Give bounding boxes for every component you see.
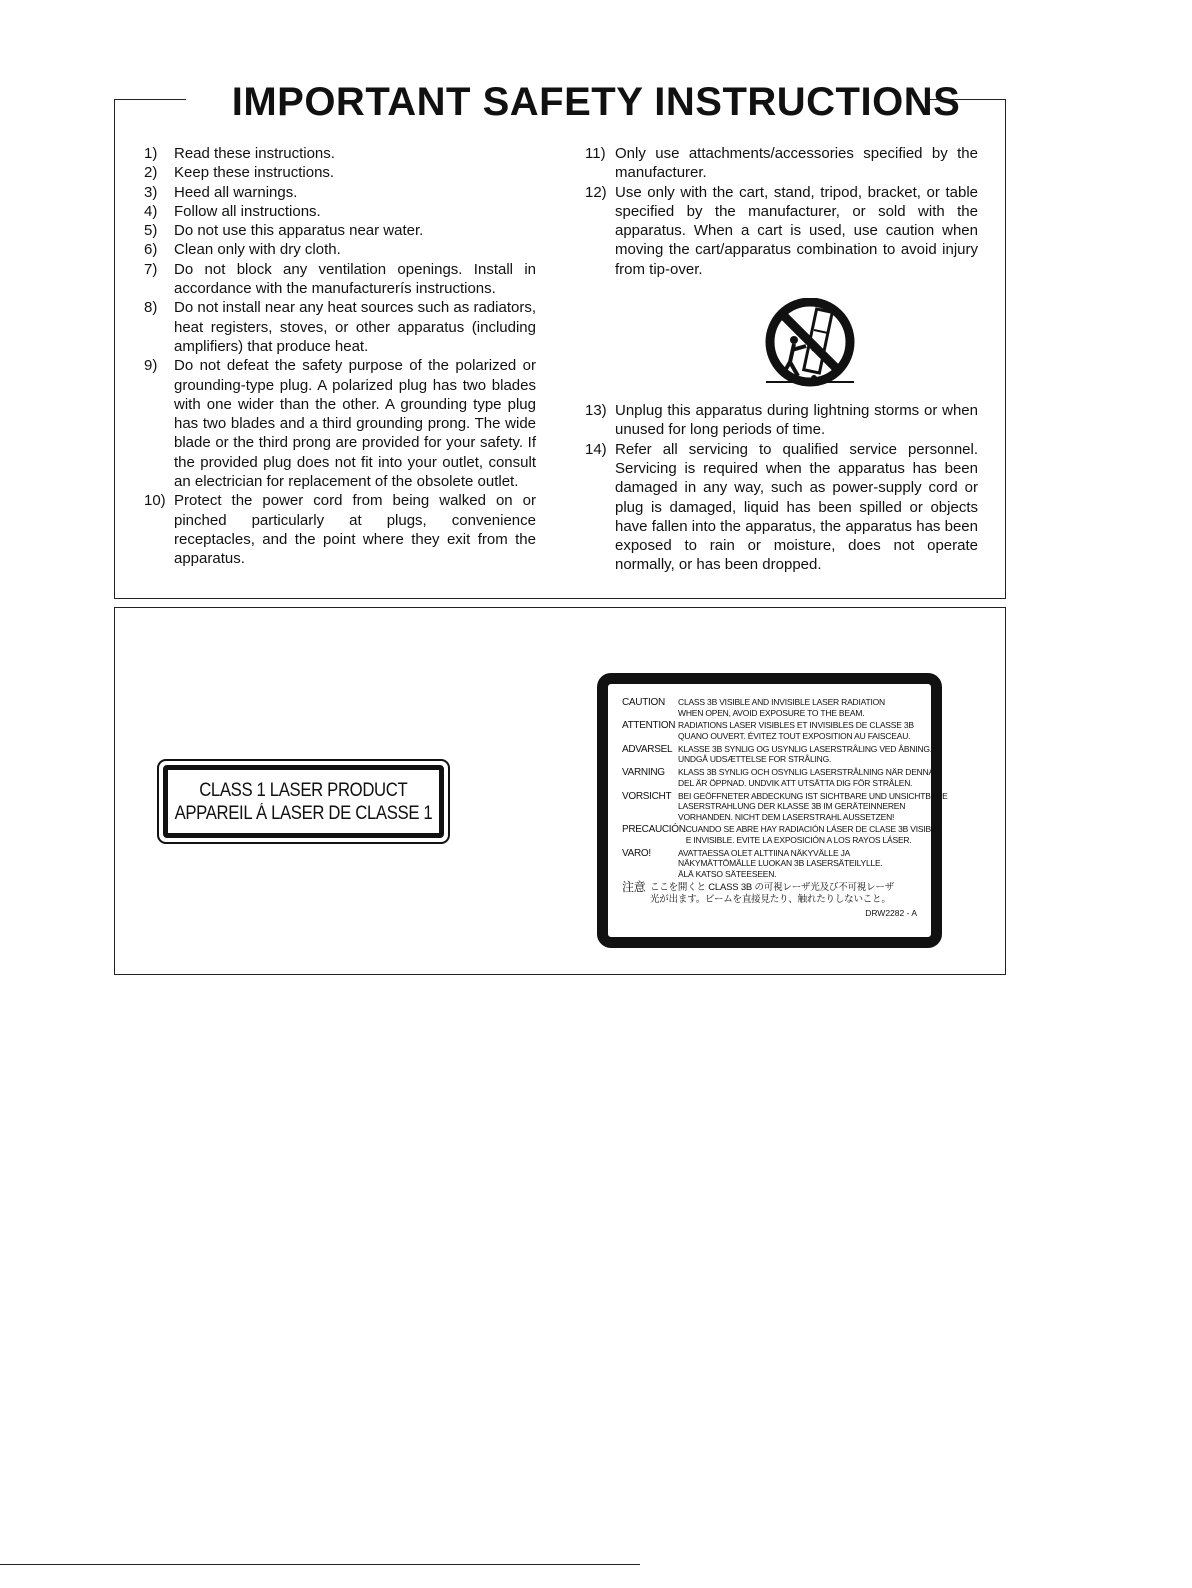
warning-row — [622, 697, 919, 718]
instruction-number: 4) — [144, 202, 158, 220]
instruction-text: Clean only with dry cloth. — [174, 241, 341, 259]
instruction-item — [144, 144, 536, 163]
footer-rule — [0, 1564, 640, 1565]
warning-heading: 注意 — [622, 879, 646, 894]
warning-line: CLASS 3B VISIBLE AND INVISIBLE LASER RADIATION — [678, 697, 885, 707]
instruction-text: Read these instructions. — [174, 145, 335, 162]
instruction-number: 6) — [144, 241, 158, 259]
instruction-text: Do not defeat the safety purpose of the polarized or grounding-type plug. A polarized plug has two blades with one wider than the other. A grounding type plug has two blades and a third grounding prong. The wide blade or the third prong are provided for your safety. If the provided plug does not fit into your outlet, consult an electrician for replacement of the obsolete outlet. — [174, 357, 536, 491]
instruction-text: Protect the power cord from being walked on or pinched particularly at plugs, convenience receptacles, and the point where they exit from the apparatus. — [174, 492, 536, 568]
instruction-number: 11) — [585, 145, 606, 162]
instruction-number: 8) — [144, 299, 158, 317]
warning-row — [622, 848, 919, 880]
warning-line: E INVISIBLE. EVITE LA EXPOSICIÓN A LOS RAYOS LÁSER. — [685, 835, 912, 846]
laser-warning-label — [597, 673, 948, 948]
left-column — [144, 144, 536, 569]
warning-line: ここを開くと CLASS 3B の可視レーザ光及び不可視レーザ — [650, 881, 894, 893]
warning-row — [622, 743, 932, 765]
cart-tip-over-warning-icon — [756, 298, 864, 394]
instruction-item — [144, 163, 536, 182]
warning-heading: CAUTION — [622, 697, 665, 708]
instruction-number: 5) — [144, 222, 158, 240]
instruction-text: Follow all instructions. — [174, 202, 321, 220]
warning-heading: ADVARSEL — [622, 743, 673, 755]
warning-heading: VARO! — [622, 847, 651, 859]
page-title: IMPORTANT SAFETY INSTRUCTIONS — [231, 80, 961, 124]
instruction-item — [144, 260, 536, 299]
instruction-item — [585, 440, 978, 575]
warning-line: AVATTAESSA OLET ALTTIINA NÄKYVÄLLE JA — [678, 847, 851, 858]
instruction-item — [144, 491, 536, 568]
warning-line: UNDGÅ UDSÆTTELSE FOR STRÅLING. — [678, 754, 832, 765]
warning-row — [622, 824, 941, 846]
warning-heading: VORSICHT — [622, 790, 672, 802]
warning-line: RADIATIONS LASER VISIBLES ET INVISIBLES DE CLASSE 3B — [678, 720, 914, 731]
warning-heading: VARNING — [622, 767, 665, 779]
instruction-text: Do not install near any heat sources such as radiators, heat registers, stoves, or other apparatus (including amplifiers) that produce heat. — [174, 299, 536, 355]
instruction-number: 2) — [144, 164, 158, 182]
warning-row — [622, 790, 948, 823]
instruction-text: Unplug this apparatus during lightning storms or when unused for long periods of time. — [615, 402, 978, 439]
warning-line: LASERSTRAHLUNG DER KLASSE 3B IM GERÄTEINNEREN — [678, 801, 906, 812]
warning-line: KLASSE 3B SYNLIG OG USYNLIG LASERSTRÅLING VED ÅBNING. — [678, 743, 932, 754]
instruction-item — [144, 202, 536, 221]
warning-line: CUANDO SE ABRE HAY RADIACIÓN LÁSER DE CLASE 3B VISIBLE — [685, 824, 941, 835]
safety-instructions-box — [114, 99, 1006, 599]
warning-row — [622, 767, 935, 788]
instruction-item — [585, 183, 978, 279]
instruction-text: Heed all warnings. — [174, 183, 298, 201]
warning-line: BEI GEÖFFNETER ABDECKUNG IST SICHTBARE UND UNSICHTBARE — [678, 790, 948, 801]
instruction-text: Do not block any ventilation openings. Install in accordance with the manufacturerís instructions. — [174, 260, 536, 298]
instruction-number: 7) — [144, 260, 158, 278]
instruction-text: Do not use this apparatus near water. — [174, 222, 424, 240]
warning-line: ÄLÄ KATSO SÄTEESEEN. — [678, 869, 777, 880]
warning-line: DEL ÄR ÖPPNAD. UNDVIK ATT UTSÄTTA DIG FÖR STRÅLEN. — [678, 777, 913, 788]
instruction-number: 14) — [585, 440, 607, 458]
instruction-item — [144, 221, 536, 240]
laser-label-box — [114, 607, 1006, 975]
warning-line: QUANO OUVERT. ÉVITEZ TOUT EXPOSITION AU FAISCEAU. — [678, 730, 911, 741]
warning-line: WHEN OPEN, AVOID EXPOSURE TO THE BEAM. — [678, 707, 865, 718]
label-code: DRW2282 - A — [865, 908, 917, 918]
instruction-text: Use only with the cart, stand, tripod, bracket, or table specified by the manufacturer, or sold with the apparatus. When a cart is used, use caution when moving the cart/apparatus combination to avoid injury from tip-over. — [615, 183, 978, 278]
instruction-number: 13) — [585, 402, 607, 420]
instruction-number: 3) — [144, 183, 158, 201]
warning-heading: ATTENTION — [622, 720, 676, 732]
warning-heading: PRECAUCIÓN — [622, 824, 686, 836]
class1-label-line1: CLASS 1 LASER PRODUCT — [199, 779, 408, 801]
warning-row — [622, 720, 919, 741]
instruction-text: Refer all servicing to qualified service personnel. Servicing is required when the apparatus has been damaged in any way, such as power-supply cord or plug is damaged, liquid has been spilled or objects have fallen into the apparatus, the apparatus has been exposed to rain or moisture, does not operate normally, or has been dropped. — [615, 440, 978, 574]
warning-row-japanese — [622, 879, 919, 906]
warning-line: VORHANDEN. NICHT DEM LASERSTRAHL AUSSETZEN! — [678, 811, 895, 822]
instruction-number: 1) — [144, 145, 158, 162]
warning-line: 光が出ます。ビームを直接見たり、触れたりしないこと。 — [650, 893, 891, 905]
instruction-item — [144, 298, 536, 356]
instruction-item — [144, 240, 536, 259]
warning-line: NÄKYMÄTTÖMÄLLE LUOKAN 3B LASERSÄTEILYLLE. — [678, 858, 883, 869]
instruction-item — [144, 183, 536, 202]
instruction-number: 9) — [144, 357, 158, 375]
instruction-item — [144, 356, 536, 491]
instruction-number: 10) — [144, 492, 166, 510]
instruction-number: 12) — [585, 183, 607, 201]
class1-laser-label — [157, 759, 450, 844]
warning-line: KLASS 3B SYNLIG OCH OSYNLIG LASERSTRÅLNING NÄR DENNA — [678, 767, 935, 778]
instruction-text: Keep these instructions. — [174, 164, 335, 182]
class1-label-line2: APPAREIL Á LASER DE CLASSE 1 — [174, 802, 433, 824]
instruction-item — [585, 401, 978, 440]
instruction-text: Only use attachments/accessories specified by the manufacturer. — [615, 145, 978, 182]
instruction-item — [585, 144, 978, 183]
